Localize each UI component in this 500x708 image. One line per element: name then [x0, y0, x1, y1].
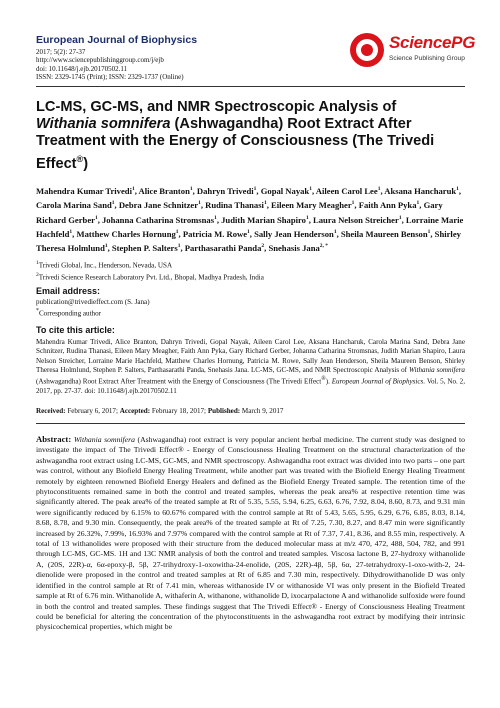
journal-header: [36, 0, 476, 81]
author-affiliation-marker: 1: [177, 243, 181, 250]
affiliation-2-marker: 2: [36, 272, 39, 278]
citation-punct: ).: [325, 377, 332, 386]
affiliation-1-marker: 1: [36, 260, 39, 266]
journal-doi: doi: 10.11648/j.ejb.20170502.11: [36, 64, 128, 73]
author-name: Faith Ann Pyka: [358, 200, 417, 211]
affiliation-2-text: Trivedi Science Research Laboratory Pvt. Ltd., Bhopal, Madhya Pradesh, India: [38, 273, 264, 282]
citation-journal: European Journal of Biophysics.: [331, 377, 426, 386]
author-name: Parthasarathi Panda: [184, 242, 262, 253]
corresponding-note: [36, 307, 150, 318]
publisher-logo-subtitle: Science Publishing Group: [389, 55, 465, 62]
author-affiliation-marker: 1: [253, 186, 257, 192]
corresponding-marker: *: [36, 308, 39, 314]
article-title: [36, 99, 465, 173]
abstract-label: Abstract:: [36, 434, 72, 444]
publisher-logo-text: SciencePG: [389, 33, 476, 52]
author-name: Aksana Hancharuk: [384, 185, 457, 196]
title-line-2: [36, 116, 465, 133]
citation-trademark: ®: [321, 376, 326, 383]
author-name: Dahryn Trivedi: [196, 185, 254, 196]
abstract: [36, 434, 465, 633]
author-name: Sheila Maureen Benson: [340, 228, 428, 239]
author-name: Lorraine Marie Hachfeld: [36, 214, 464, 239]
publisher-logo-icon: [349, 32, 385, 68]
author-affiliation-marker: 1: [456, 186, 459, 192]
author-name: Alice Branton: [138, 185, 190, 196]
title-line-4: [36, 151, 465, 173]
author-name: Sally Jean Henderson: [254, 228, 334, 239]
author-affiliation-marker: 1: [189, 186, 193, 192]
author-name: Stephen P. Salters: [111, 242, 178, 253]
citation-title-rest: (Ashwagandha) Root Extract After Treatment with the Energy of Consciousness (The Trivedi Effect: [36, 377, 322, 386]
header-divider: [36, 86, 465, 87]
author-affiliation-marker: 1: [377, 186, 381, 192]
author-name: Aileen Carol Lee: [315, 185, 378, 196]
author-affiliation-marker: 1: [198, 200, 201, 207]
author-affiliation-marker: 1: [247, 228, 250, 235]
accepted-date: February 18, 2017;: [150, 407, 208, 415]
author-name: Gary Richard Gerber: [36, 200, 443, 225]
citation-heading: To cite this article:: [36, 325, 115, 335]
author-name: Snehasis Jana: [268, 242, 320, 253]
email-block: [36, 298, 150, 318]
author-name: Debra Jane Schnitzer: [118, 200, 199, 211]
author-affiliation-marker: 1: [94, 214, 98, 221]
author-affiliation-marker: 1: [309, 186, 312, 192]
author-name: Patricia M. Rowe: [182, 228, 248, 239]
title-trademark: ®: [76, 153, 84, 164]
author-list: Mahendra Kumar Trivedi$^1$, Alice Branton$^1$, Dahryn Trivedi$^1$, Gopal Nayak$^1$, Aileen Carol Lee$^1$, Aksana Hancharuk$^1$, Carola Marina Sand$^1$, Debra Jane Schnitzer$^1$, Rudina Thanasi$^1$, Eileen Mary Meagher$^1$, Faith Ann Pyka$^1$, Gary Richard Gerber$^1$, Johanna Catharina Stromsnas$^1$, Judith Marian Shapiro$^1$, Laura Nelson Streicher$^1$, Lorraine Marie Hachfeld$^1$, Matthew Charles Hornung$^1$, Patricia M. Rowe$^1$, Sally Jean Henderson$^1$, Sheila Maureen Benson$^1$, Shirley Theresa Holmlund$^1$, Stephen P. Salters$^1$, Parthasarathi Panda$^2$, Snehasis Jana$^{2, *}$: [36, 185, 464, 253]
author-affiliation-marker: 1: [351, 200, 355, 207]
author-name: Gopal Nayak: [260, 185, 310, 196]
email-address[interactable]: publication@trivedieffect.com (S. Jana): [36, 298, 150, 306]
author-affiliation-marker: 1: [69, 228, 73, 235]
title-line-4-end: ): [83, 155, 89, 172]
title-species: Withania somnifera: [36, 116, 171, 133]
citation-text: [36, 338, 465, 396]
article-dates: [36, 407, 283, 415]
author-affiliation-marker: 2: [261, 243, 265, 250]
received-label: Received:: [36, 407, 66, 415]
publisher-logo: [349, 32, 476, 68]
author-affiliation-marker: 1: [111, 200, 115, 207]
received-date: February 6, 2017;: [65, 407, 120, 415]
abstract-species: Withania somnifera: [73, 435, 135, 444]
abstract-divider: [36, 423, 465, 424]
author-affiliation-marker: 1: [427, 228, 431, 235]
published-label: Published:: [207, 407, 241, 415]
author-affiliation-marker: 1: [131, 186, 135, 192]
author-name: Mahendra Kumar Trivedi: [36, 185, 132, 196]
affiliation-2: [36, 272, 465, 281]
title-line-4-text: Effect: [36, 155, 77, 172]
journal-name: European Journal of Biophysics: [36, 34, 198, 46]
author-name: Judith Marian Shapiro: [221, 214, 306, 225]
affiliation-1: [36, 260, 465, 269]
author-affiliation-marker: 1: [175, 228, 179, 235]
author-name: Matthew Charles Hornung: [76, 228, 176, 239]
author-affiliation-marker: 1: [416, 200, 420, 207]
author-name: Rudina Thanasi: [205, 200, 264, 211]
author-name: Carola Marina Sand: [36, 200, 112, 211]
title-line-3: Treatment with the Energy of Consciousness (The Trivedi: [36, 133, 435, 150]
author-name: Shirley Theresa Holmlund: [36, 228, 461, 253]
author-affiliation-marker: 1: [104, 243, 108, 250]
author-affiliation-marker: 1: [263, 200, 267, 207]
author-name: Eileen Mary Meagher: [271, 200, 352, 211]
author-affiliation-marker: 1: [305, 214, 309, 221]
author-affiliation-marker: 1: [214, 214, 217, 221]
email-heading: Email address:: [36, 286, 101, 296]
journal-issue: 2017; 5(2): 27-37: [36, 48, 86, 56]
author-affiliation-marker: 2, *: [319, 243, 329, 250]
published-date: March 9, 2017: [240, 407, 284, 415]
accepted-label: Accepted:: [119, 407, 151, 415]
journal-url[interactable]: http://www.sciencepublishinggroup.com/j/ejb: [36, 56, 164, 65]
author-name: Johanna Catharina Stromsnas: [102, 214, 215, 225]
article-page: [36, 0, 476, 632]
citation-volume: Vol. 5, No. 2, 2017, pp. 27-37. doi: 10.11648/j.ejb.20170502.11: [36, 377, 465, 395]
author-affiliation-marker: 1: [398, 214, 402, 221]
corresponding-text: Corresponding author: [38, 309, 102, 318]
author-name: Laura Nelson Streicher: [313, 214, 399, 225]
title-line-1: LC-MS, GC-MS, and NMR Spectroscopic Analysis of: [36, 99, 397, 115]
journal-issn: ISSN: 2329-1745 (Print); ISSN: 2329-1737 (Online): [36, 72, 184, 81]
affiliation-1-text: Trivedi Global, Inc., Henderson, Nevada, USA: [38, 261, 173, 270]
author-affiliation-marker: 1: [333, 228, 337, 235]
abstract-text: (Ashwagandha) root extract is very popular ancient herbal medicine. The current study was designed to investigate the impact of The Trivedi Effect® - Energy of Consciousness Healing Treatment on the structural characterization of the ashwagandha root extract using LC-MS, GC-MS, and NMR spectroscopy. Ashwagandha root extract was divided into two parts – one part was control, without any Biofield Energy Healing Treatment, while another part was treated with the Biofield Energy Healing Treatment remotely by eighteen renowned Biofield Energy Healers and defined as the Biofield Energy Treated sample. The retention time of the phytoconstituents remained same in both the control and treated samples, whereas the peak area% at respective retention time was significantly altered. The peak area% of the treated sample at Rt of 5.35, 5.55, 5.94, 6.25, 6.63, 6.76, 7.92, 8.04, 8.60, 8.73, and 9.31 min were significantly reduced by 6.15% to 60.67% compared with the control sample at Rt of 5.43, 5.65, 5.95, 6.29, 6.76, 6.85, 8.03, 8.14, 8.68, 8.78, and 9.30 min. Consequently, the peak area% of the treated sample at Rt of 7.25, 7.30, 8.27, and 8.47 min were significantly increased by 26.32%, 7.99%, 16.93% and 7.97% compared with the control sample at Rt of 7.37, 7.41, 8.36, and 8.55 min, respectively. A total of 13 withanolides were proposed with their structure from the deduced molecular mass at m/z 470, 472, 488, 504, 782, and 991 through LC-MS, GC-MS. 1H and 13C NMR analysis of both the control and treated samples. Viscosa lactone B, 27-hydroxy withanolide A, (20S, 22R)-α, 6α-epoxy-β, 5β, 27-trihydroxy-1-oxowitha-24-enolide, (20S, 22R)-4β, 5β, 6α, 27-tetrahydroxy-1-oxo-with-2, 24-dienolide were proposed in the control and treated samples at Rt of 6.85 and 7.30 min, respectively. Dihydrowithanolide D was only identified in the control sample at Rt of 7.41 min, whereas withanoside IV or withanoside VI was only present in the Biofield Treated sample at Rt of 6.76 min. Withanolide A, withaferin A, withanone, withanolide D, ixocarpalactone A and withanolide sulfoxide were found in both the control and treated samples. These findings suggest that The Trivedi Effect® - Energy of Consciousness Healing Treatment could be beneficial for altering the concentration of the phytoconstituents in the ashwagandha root extract by modifying their intrinsic physicochemical properties, which might be: [36, 435, 465, 632]
citation-authors: Mahendra Kumar Trivedi, Alice Branton, Dahryn Trivedi, Gopal Nayak, Aileen Carol Lee, Aksana Hancharuk, Carola Marina Sand, Debra Jane Schnitzer, Rudina Thanasi, Eileen Mary Meagher, Faith Ann Pyka, Gary Richard Gerber, Johanna Catharina Stromsnas, Judith Marian Shapiro, Laura Nelson Streicher, Lorraine Marie Hachfeld, Matthew Charles Hornung, Patricia M. Rowe, Sally Jean Henderson, Sheila Maureen Benson, Shirley Theresa Holmlund, Stephen P. Salters, Parthasarathi Panda, Snehasis Jana. LC-MS, GC-MS, and NMR Spectroscopic Analysis of: [36, 338, 465, 374]
title-line-2-rest: (Ashwagandha) Root Extract After: [170, 116, 412, 133]
citation-species: Withania somnifera: [409, 365, 465, 374]
journal-meta: [36, 48, 184, 81]
